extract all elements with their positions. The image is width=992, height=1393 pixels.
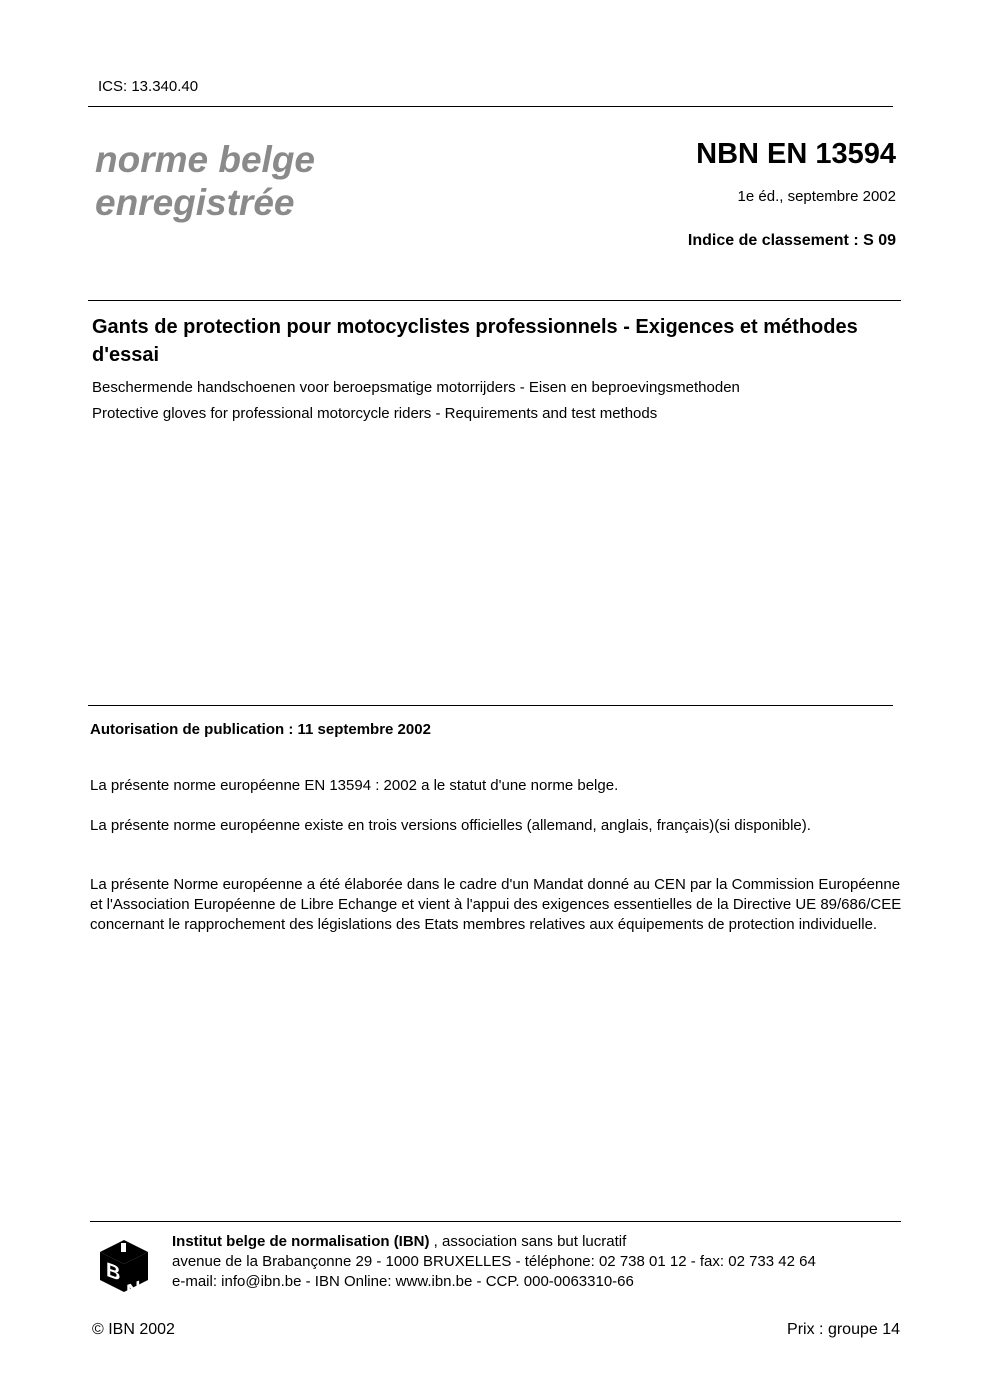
svg-text:B: B	[106, 1258, 121, 1286]
top-divider	[88, 106, 893, 107]
title-french: Gants de protection pour motocyclistes professionnels - Exigences et méthodes d'essai	[92, 316, 858, 366]
brand-line-2: enregistrée	[95, 182, 295, 223]
brand-line-1: norme belge	[95, 139, 315, 180]
ibn-logo	[96, 1238, 152, 1294]
title-divider	[88, 300, 901, 301]
versions-paragraph: La présente norme européenne existe en trois versions officielles (allemand, anglais, français)(si disponible).	[90, 817, 811, 834]
footer-contact-block	[172, 1232, 816, 1292]
copyright: © IBN 2002	[92, 1321, 175, 1338]
org-name: Institut belge de normalisation (IBN)	[172, 1233, 430, 1250]
ibn-logo-icon	[96, 1238, 152, 1294]
brand-title	[95, 138, 315, 224]
publication-authorization: Autorisation de publication : 11 septembre 2002	[90, 721, 431, 738]
org-suffix: , association sans but lucratif	[429, 1233, 627, 1250]
title-english: Protective gloves for professional motorcycle riders - Requirements and test methods	[92, 405, 658, 422]
body-divider	[88, 705, 893, 706]
price-group: Prix : groupe 14	[787, 1321, 900, 1338]
edition-date: 1e éd., septembre 2002	[737, 188, 896, 205]
footer-divider	[90, 1221, 901, 1222]
standard-number: NBN EN 13594	[696, 138, 896, 170]
svg-text:N: N	[126, 1276, 141, 1294]
footer-contact: e-mail: info@ibn.be - IBN Online: www.ibn.be - CCP. 000-0063310-66	[172, 1273, 634, 1290]
classification-index: Indice de classement : S 09	[687, 232, 896, 249]
footer-address: avenue de la Brabançonne 29 - 1000 BRUXELLES - téléphone: 02 738 01 12 - fax: 02 733 42 64	[172, 1253, 816, 1270]
status-paragraph: La présente norme européenne EN 13594 : 2002 a le statut d'une norme belge.	[90, 777, 619, 794]
footer-org-line	[172, 1232, 816, 1252]
mandate-paragraph: La présente Norme européenne a été élaborée dans le cadre d'un Mandat donné au CEN par la Commission Européenne et l'Association Européenne de Libre Echange et vient à l'appui des exigences essentielles de la Directive UE 89/686/CEE concernant le rapprochement des législations des Etats membres relatives aux équipements de protection individuelle.	[90, 876, 902, 933]
ics-code: ICS: 13.340.40	[98, 78, 199, 95]
title-dutch: Beschermende handschoenen voor beroepsmatige motorrijders - Eisen en beproevingsmethoden	[92, 379, 740, 396]
